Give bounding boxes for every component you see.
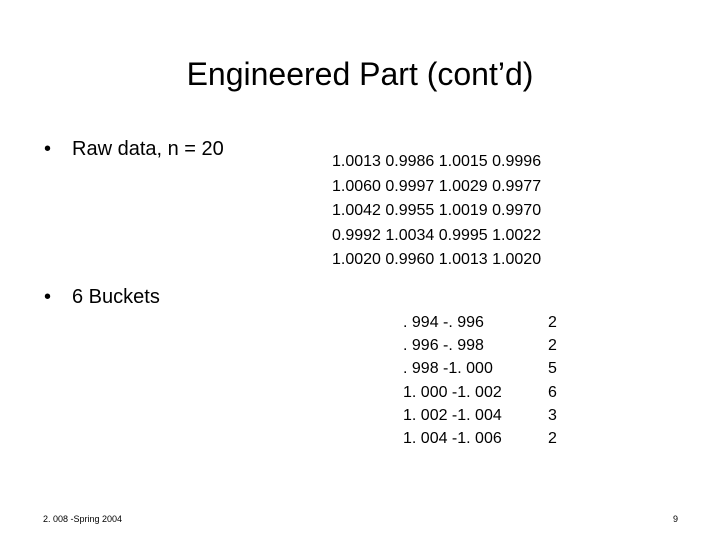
bullet-buckets: [44, 285, 160, 309]
raw-data-row: 1.0013 0.9986 1.0015 0.9996: [332, 153, 542, 170]
slide-title: Engineered Part (cont’d): [186, 56, 534, 92]
bucket-table: [403, 311, 568, 450]
bucket-range: 1. 004 -1. 006: [403, 429, 502, 447]
bucket-count: 6: [548, 383, 557, 401]
bullet-marker: •: [44, 138, 52, 160]
bucket-range: . 994 -. 996: [403, 314, 484, 331]
bucket-range: . 998 -1. 000: [403, 360, 493, 378]
bucket-row: [403, 427, 568, 450]
bucket-count: 2: [548, 337, 557, 355]
bucket-row: [403, 404, 568, 427]
bullet-buckets-text: 6 Buckets: [72, 286, 160, 308]
bucket-row: [403, 334, 568, 357]
bucket-range: . 996 -. 998: [403, 337, 484, 355]
raw-data-row: 1.0060 0.9997 1.0029 0.9977: [332, 177, 542, 195]
raw-data-row: 1.0042 0.9955 1.0019 0.9970: [332, 202, 542, 219]
bucket-range: 1. 002 -1. 004: [403, 406, 502, 424]
bucket-row: [403, 311, 568, 334]
raw-data-row: 1.0020 0.9960 1.0013 1.0020: [332, 251, 542, 268]
page-number: 9: [672, 514, 678, 524]
bullet-marker: •: [44, 286, 52, 308]
bucket-count: 5: [548, 360, 557, 378]
bullet-raw-data-text: Raw data, n = 20: [72, 138, 224, 160]
footer-course-label: 2. 008 -Spring 2004: [43, 514, 123, 524]
bucket-range: 1. 000 -1. 002: [403, 383, 502, 401]
raw-data-block: [332, 150, 541, 273]
bucket-count: 2: [548, 314, 557, 331]
bucket-count: 3: [548, 406, 557, 424]
bullet-raw-data: [44, 137, 224, 161]
bucket-row: [403, 381, 568, 404]
bucket-count: 2: [548, 429, 557, 447]
bucket-row: [403, 357, 568, 380]
raw-data-row: 0.9992 1.0034 0.9995 1.0022: [332, 226, 542, 244]
